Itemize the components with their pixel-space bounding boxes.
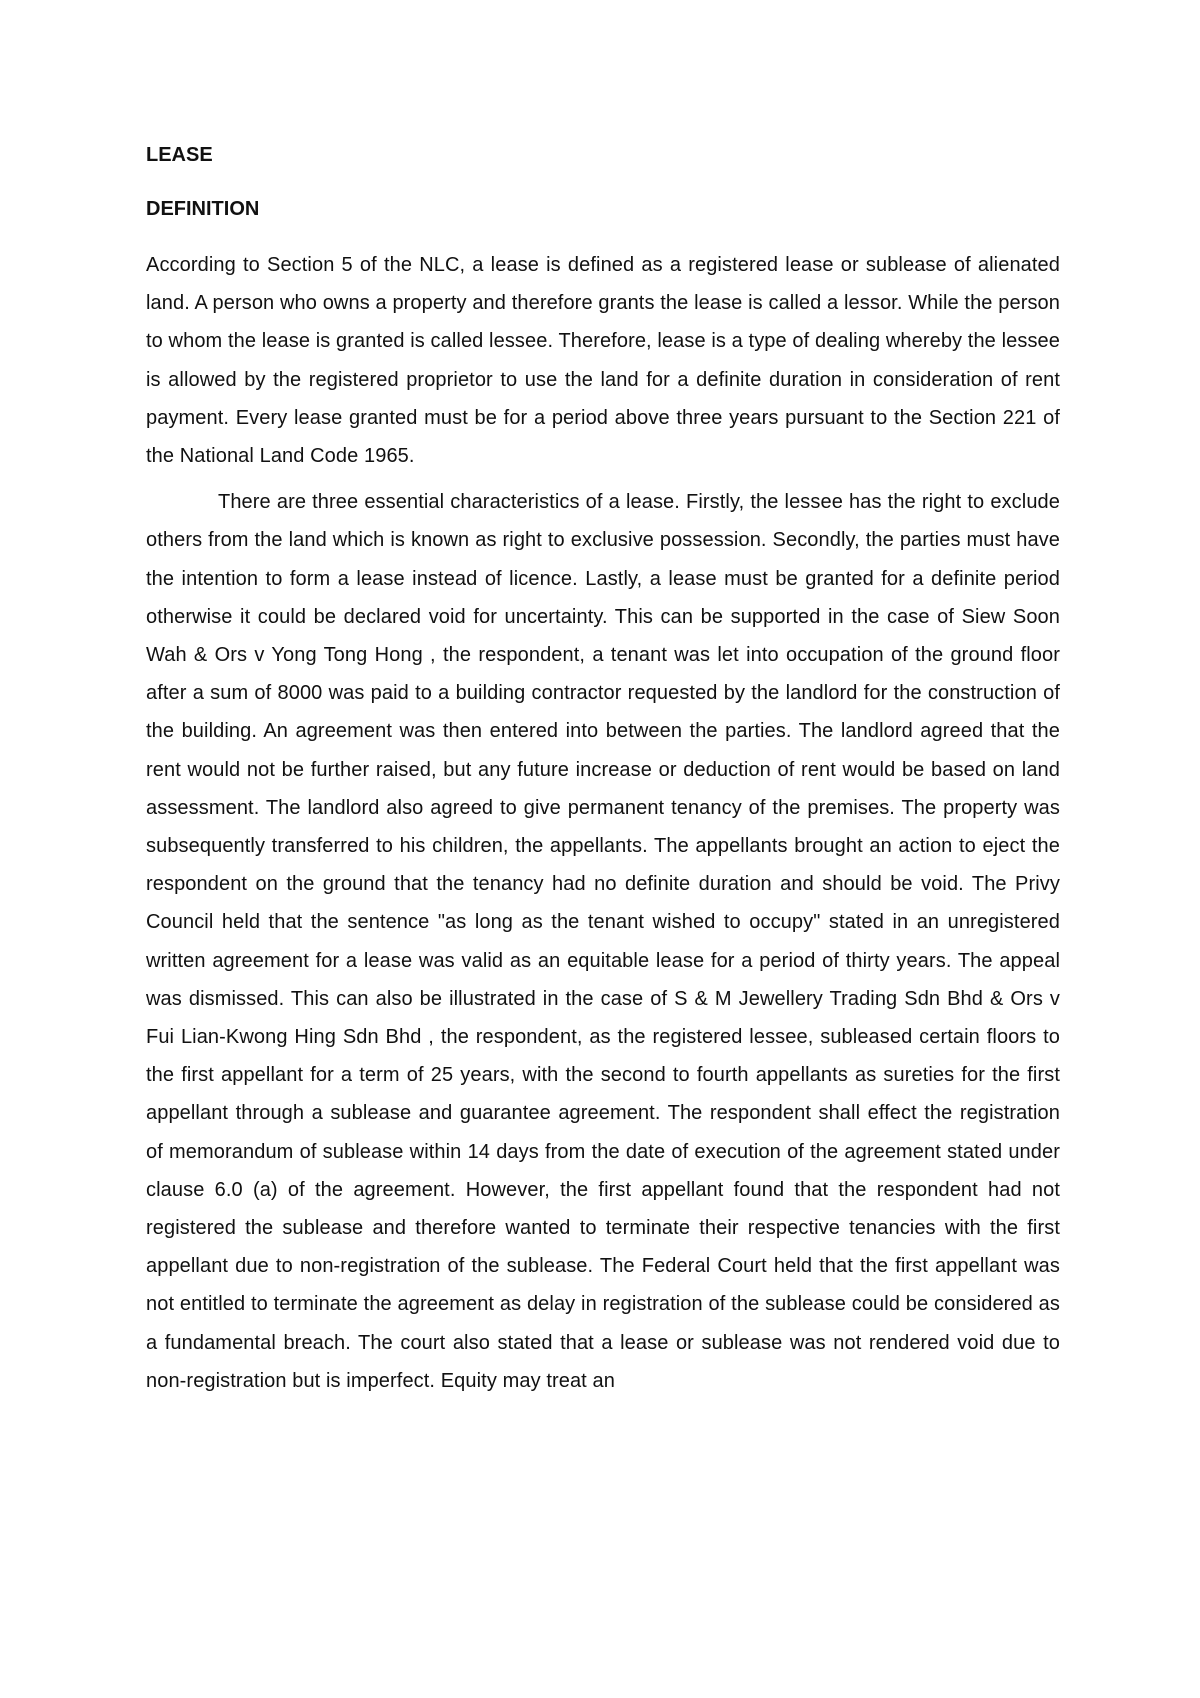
document-title: LEASE	[146, 144, 213, 166]
paragraph-definition: According to Section 5 of the NLC, a lease is defined as a registered lease or sublease of alienated land. A person who owns a property and therefore grants the lease is called a lessor. While the person to whom the lease is granted is called lessee. Therefore, lease is a type of dealing whereby the lessee is allowed by the registered proprietor to use the land for a definite duration in consideration of rent payment. Every lease granted must be for a period above three years pursuant to the Section 221 of the National Land Code 1965.	[146, 254, 1060, 468]
section-heading: DEFINITION	[146, 198, 260, 220]
document-body	[146, 140, 1060, 1400]
paragraph-characteristics: There are three essential characteristics of a lease. Firstly, the lessee has the right to exclude others from the land which is known as right to exclusive possession. Secondly, the parties must have the intention to form a lease instead of licence. Lastly, a lease must be granted for a definite period otherwise it could be declared void for uncertainty. This can be supported in the case of Siew Soon Wah & Ors v Yong Tong Hong , the respondent, a tenant was let into occupation of the ground floor after a sum of 8000 was paid to a building contractor requested by the landlord for the construction of the building. An agreement was then entered into between the parties. The landlord agreed that the rent would not be further raised, but any future increase or deduction of rent would be based on land assessment. The landlord also agreed to give permanent tenancy of the premises. The property was subsequently transferred to his children, the appellants. The appellants brought an action to eject the respondent on the ground that the tenancy had no definite duration and should be void. The Privy Council held that the sentence "as long as the tenant wished to occupy" stated in an unregistered written agreement for a lease was valid as an equitable lease for a period of thirty years. The appeal was dismissed. This can also be illustrated in the case of S & M Jewellery Trading Sdn Bhd & Ors v Fui Lian-Kwong Hing Sdn Bhd , the respondent, as the registered lessee, subleased certain floors to the first appellant for a term of 25 years, with the second to fourth appellants as sureties for the first appellant through a sublease and guarantee agreement. The respondent shall effect the registration of memorandum of sublease within 14 days from the date of execution of the agreement stated under clause 6.0 (a) of the agreement. However, the first appellant found that the respondent had not registered the sublease and therefore wanted to terminate their respective tenancies with the first appellant due to non-registration of the sublease. The Federal Court held that the first appellant was not entitled to terminate the agreement as delay in registration of the sublease could be considered as a fundamental breach. The court also stated that a lease or sublease was not rendered void due to non-registration but is imperfect. Equity may treat an	[146, 491, 1060, 1392]
